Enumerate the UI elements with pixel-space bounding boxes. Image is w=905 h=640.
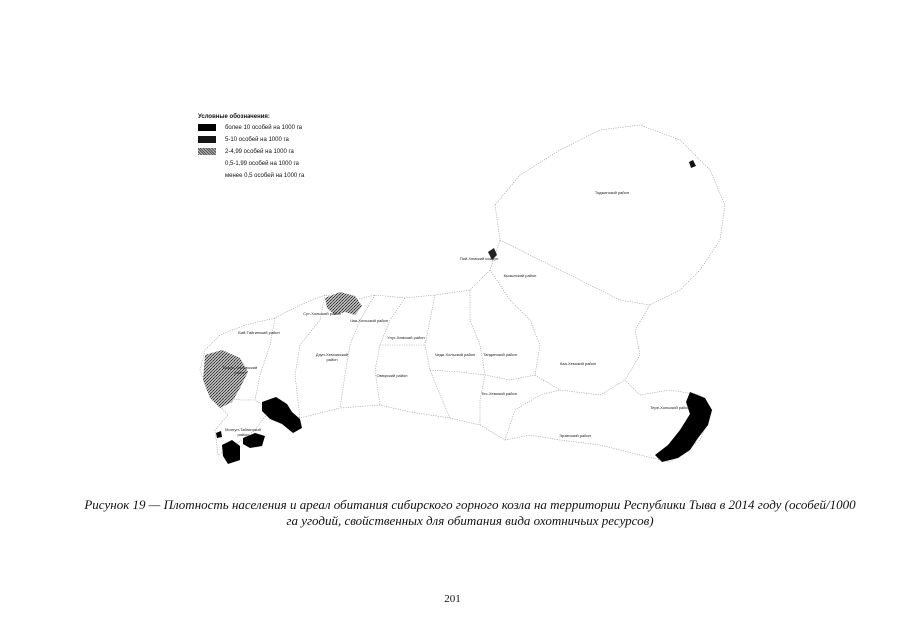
legend-label: более 10 особей на 1000 га	[225, 125, 303, 131]
district-boundary	[470, 290, 485, 425]
density-area-highest	[655, 392, 712, 462]
density-area-highest	[262, 397, 302, 433]
district-boundary	[505, 390, 560, 440]
density-area-highest	[222, 440, 240, 464]
page-number: 201	[444, 593, 461, 605]
figure-caption: Рисунок 19 — Плотность населения и ареал обитания сибирского горного козла на территории Республики Тыва в 2014 году (особей/1000 га угодий, свойственных для обитания вида охотничьих ресурсов)	[84, 497, 856, 528]
district-label-chaa-kholsky: Чаа-Хольский район	[349, 318, 389, 323]
legend-label: 0,5-1,99 особей на 1000 га	[225, 161, 299, 167]
district-label-tandinsky: Тандинский район	[483, 352, 517, 357]
legend-label: 5-10 особей на 1000 га	[225, 137, 289, 143]
district-boundary	[375, 298, 405, 405]
district-label-ovyursky: Овюрский район	[376, 373, 408, 378]
district-label-todzhinsky: Тоджинский район	[594, 190, 630, 195]
district-label-pij-khemsky: Пий-Хемский кожуун	[459, 256, 499, 261]
district-label-kaa-khemsky: Каа-Хемский район	[559, 361, 597, 366]
legend-label: 2-4,99 особей на 1000 га	[225, 149, 294, 155]
district-boundary	[535, 375, 625, 395]
district-label-dzun-khemchiksky: Дзун-Хемчикский район	[315, 352, 349, 362]
district-label-tere-kholsky: Тере-Хольский район	[650, 405, 690, 410]
district-boundary	[490, 270, 540, 375]
district-label-barun-khemchiksky: Барун-Хемчикский район	[222, 365, 258, 375]
district-label-kyzylsky: Кызылский район	[503, 273, 537, 278]
district-label-tes-khemsky: Тес-Хемский район	[481, 391, 517, 396]
district-boundary	[430, 370, 485, 375]
district-label-chedi-kholsky: Чеди-Хольский район	[434, 352, 476, 357]
district-label-erzinsky: Эрзинский район	[559, 433, 591, 438]
district-boundary	[485, 375, 535, 380]
density-area-medium	[203, 350, 248, 408]
district-label-mongun-taiginsky: Монгун-Тайгинский район	[225, 427, 261, 437]
legend-label: менее 0,5 особей на 1000 га	[225, 173, 305, 179]
district-label-sut-kholsky: Сут-Хольский район	[303, 311, 341, 316]
density-area-small	[689, 160, 696, 168]
district-label-bai-taiginsky: Бай-Тайгинский район	[238, 330, 280, 335]
district-label-ulug-khemsky: Улуг-Хемский район	[387, 335, 425, 340]
legend-title: Условные обозначения:	[198, 114, 270, 120]
